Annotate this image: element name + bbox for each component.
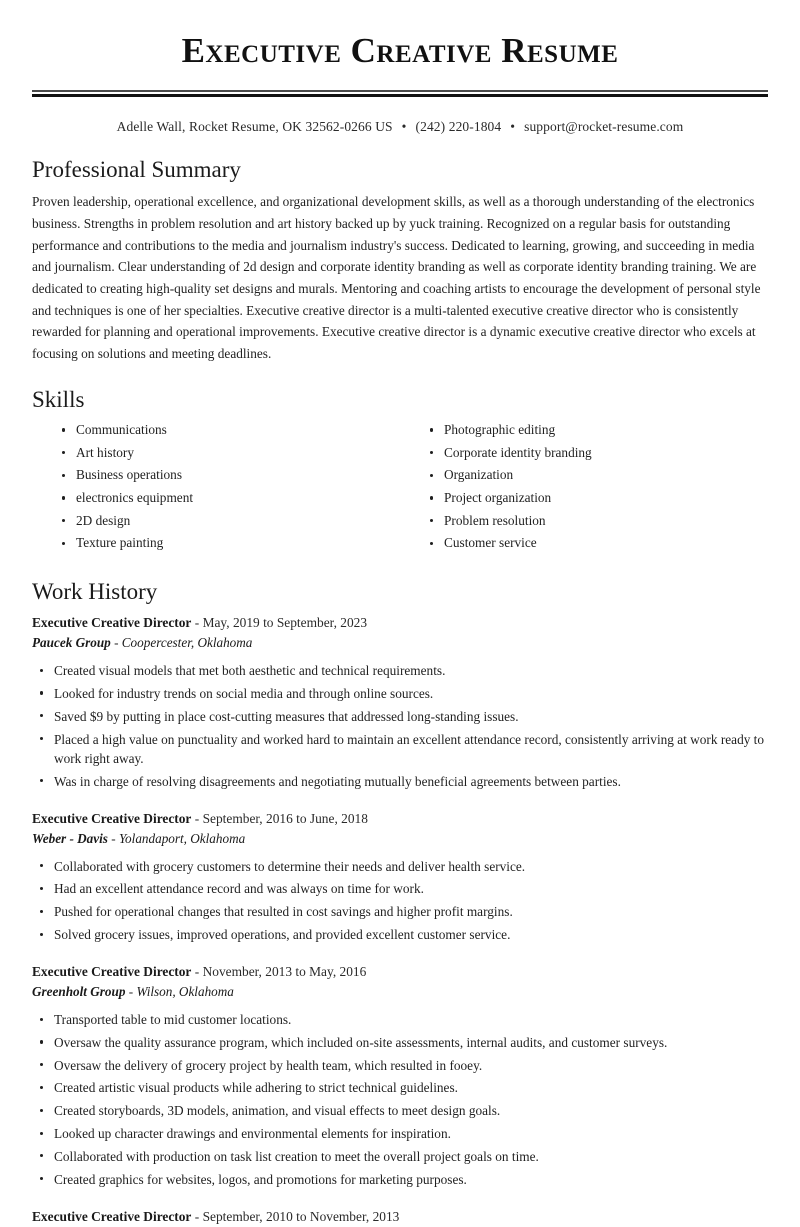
work-history-entry bbox=[32, 962, 768, 1189]
professional-summary-heading: Professional Summary bbox=[32, 157, 241, 182]
list-item: Was in charge of resolving disagreements and negotiating mutually beneficial agreements between parties. bbox=[32, 772, 768, 791]
header-divider bbox=[32, 90, 768, 97]
job-company-line bbox=[32, 982, 768, 1002]
skills-column-right bbox=[400, 421, 768, 557]
job-bullets bbox=[32, 661, 768, 791]
list-item: Project organization bbox=[422, 489, 768, 507]
list-item: Had an excellent attendance record and was always on time for work. bbox=[32, 879, 768, 898]
job-title-line bbox=[32, 1207, 768, 1227]
list-item: Oversaw the quality assurance program, which included on-site assessments, internal audits, and customer surveys. bbox=[32, 1033, 768, 1052]
list-item: Texture painting bbox=[54, 534, 400, 552]
job-dates: September, 2010 to November, 2013 bbox=[202, 1208, 400, 1224]
professional-summary-text: Proven leadership, operational excellence, and organizational development skills, as well as a thorough understanding of the electronics business. Strengths in problem resolution and art history backed up by yuck training. Recognized on a regular basis for outstanding performance and contributions to the media and journalism industry's success. Dedicated to learning, growing, and succeeding in media and journalism. Clear understanding of 2d design and corporate identity branding as well as corporate identity branding training. We are dedicated to creating high-quality set designs and murals. Mentoring and coaching artists to encourage the development of personal style and techniques is one of her specialties. Executive creative director is a multi-talented executive creative director who is consistently rewarded for planning and operational improvements. Executive creative director is a dynamic executive creative director who excels at focusing on solutions and meeting deadlines. bbox=[32, 194, 761, 361]
section-work-history bbox=[32, 579, 768, 1227]
job-dates: November, 2013 to May, 2016 bbox=[202, 964, 367, 980]
job-company: Paucek Group bbox=[32, 635, 111, 651]
list-item: Looked for industry trends on social media and through online sources. bbox=[32, 684, 768, 703]
job-title-line bbox=[32, 962, 768, 982]
job-company: Weber - Davis bbox=[32, 830, 108, 846]
skills-columns bbox=[32, 421, 768, 557]
job-location: Yolandaport, Oklahoma bbox=[118, 830, 246, 846]
list-item: 2D design bbox=[54, 512, 400, 530]
list-item: Solved grocery issues, improved operations, and provided excellent customer service. bbox=[32, 925, 768, 944]
list-item: Problem resolution bbox=[422, 512, 768, 530]
work-history-entry bbox=[32, 613, 768, 791]
job-location: Wilson, Oklahoma bbox=[136, 984, 234, 1000]
job-company-line bbox=[32, 633, 768, 653]
contact-email: support@rocket-resume.com bbox=[524, 119, 684, 134]
list-item: electronics equipment bbox=[54, 489, 400, 507]
list-item: Created visual models that met both aesthetic and technical requirements. bbox=[32, 661, 768, 680]
job-dates: May, 2019 to September, 2023 bbox=[202, 615, 368, 631]
list-item: Customer service bbox=[422, 534, 768, 552]
job-bullets bbox=[32, 1010, 768, 1189]
list-item: Photographic editing bbox=[422, 421, 768, 439]
list-item: Oversaw the delivery of grocery project by health team, which resulted in fooey. bbox=[32, 1056, 768, 1075]
job-dates: September, 2016 to June, 2018 bbox=[202, 810, 368, 826]
list-item: Collaborated with production on task list creation to meet the overall project goals on time. bbox=[32, 1147, 768, 1166]
list-item: Looked up character drawings and environmental elements for inspiration. bbox=[32, 1124, 768, 1143]
list-item: Placed a high value on punctuality and worked hard to maintain an excellent attendance record, consistently arriving at work ready to work right away. bbox=[32, 730, 768, 769]
list-item: Created artistic visual products while adhering to strict technical guidelines. bbox=[32, 1078, 768, 1097]
list-item: Created graphics for websites, logos, and promotions for marketing purposes. bbox=[32, 1170, 768, 1189]
job-location: Coopercester, Oklahoma bbox=[121, 635, 253, 651]
job-dash: - bbox=[111, 830, 116, 846]
job-dash: - bbox=[194, 964, 200, 980]
job-title-line bbox=[32, 809, 768, 829]
contact-separator-1: • bbox=[401, 119, 407, 134]
work-history-heading: Work History bbox=[32, 579, 158, 604]
job-dash: - bbox=[114, 635, 119, 651]
list-item: Collaborated with grocery customers to determine their needs and deliver health service. bbox=[32, 857, 768, 876]
section-professional-summary bbox=[32, 157, 768, 365]
contact-phone: (242) 220-1804 bbox=[415, 119, 502, 134]
job-role: Executive Creative Director bbox=[32, 615, 192, 631]
page-title: Executive Creative Resume bbox=[181, 31, 619, 70]
list-item: Transported table to mid customer locations. bbox=[32, 1010, 768, 1029]
skills-list-left bbox=[54, 421, 400, 552]
list-item: Communications bbox=[54, 421, 400, 439]
work-history-list bbox=[32, 613, 768, 1227]
list-item: Created storyboards, 3D models, animation, and visual effects to meet design goals. bbox=[32, 1101, 768, 1120]
skills-list-right bbox=[422, 421, 768, 552]
job-company: Greenholt Group bbox=[32, 984, 126, 1000]
job-dash: - bbox=[128, 984, 134, 1000]
list-item: Corporate identity branding bbox=[422, 444, 768, 462]
contact-address: Adelle Wall, Rocket Resume, OK 32562-0266 US bbox=[116, 119, 393, 134]
list-item: Business operations bbox=[54, 466, 400, 484]
skills-column-left bbox=[32, 421, 400, 557]
list-item: Pushed for operational changes that resulted in cost savings and higher profit margins. bbox=[32, 902, 768, 921]
contact-separator-2: • bbox=[510, 119, 516, 134]
job-dash: - bbox=[194, 810, 200, 826]
skills-heading: Skills bbox=[32, 386, 85, 412]
list-item: Art history bbox=[54, 444, 400, 462]
job-role: Executive Creative Director bbox=[32, 1208, 192, 1224]
work-history-entry bbox=[32, 809, 768, 944]
job-role: Executive Creative Director bbox=[32, 810, 192, 826]
work-history-entry bbox=[32, 1207, 768, 1227]
job-bullets bbox=[32, 857, 768, 945]
job-dash: - bbox=[194, 615, 200, 631]
job-dash: - bbox=[194, 1208, 200, 1224]
job-company-line bbox=[32, 829, 768, 849]
job-title-line bbox=[32, 613, 768, 633]
list-item: Saved $9 by putting in place cost-cutting measures that addressed long-standing issues. bbox=[32, 707, 768, 726]
section-skills bbox=[32, 387, 768, 557]
contact-line bbox=[32, 119, 768, 135]
job-role: Executive Creative Director bbox=[32, 964, 192, 980]
list-item: Organization bbox=[422, 466, 768, 484]
